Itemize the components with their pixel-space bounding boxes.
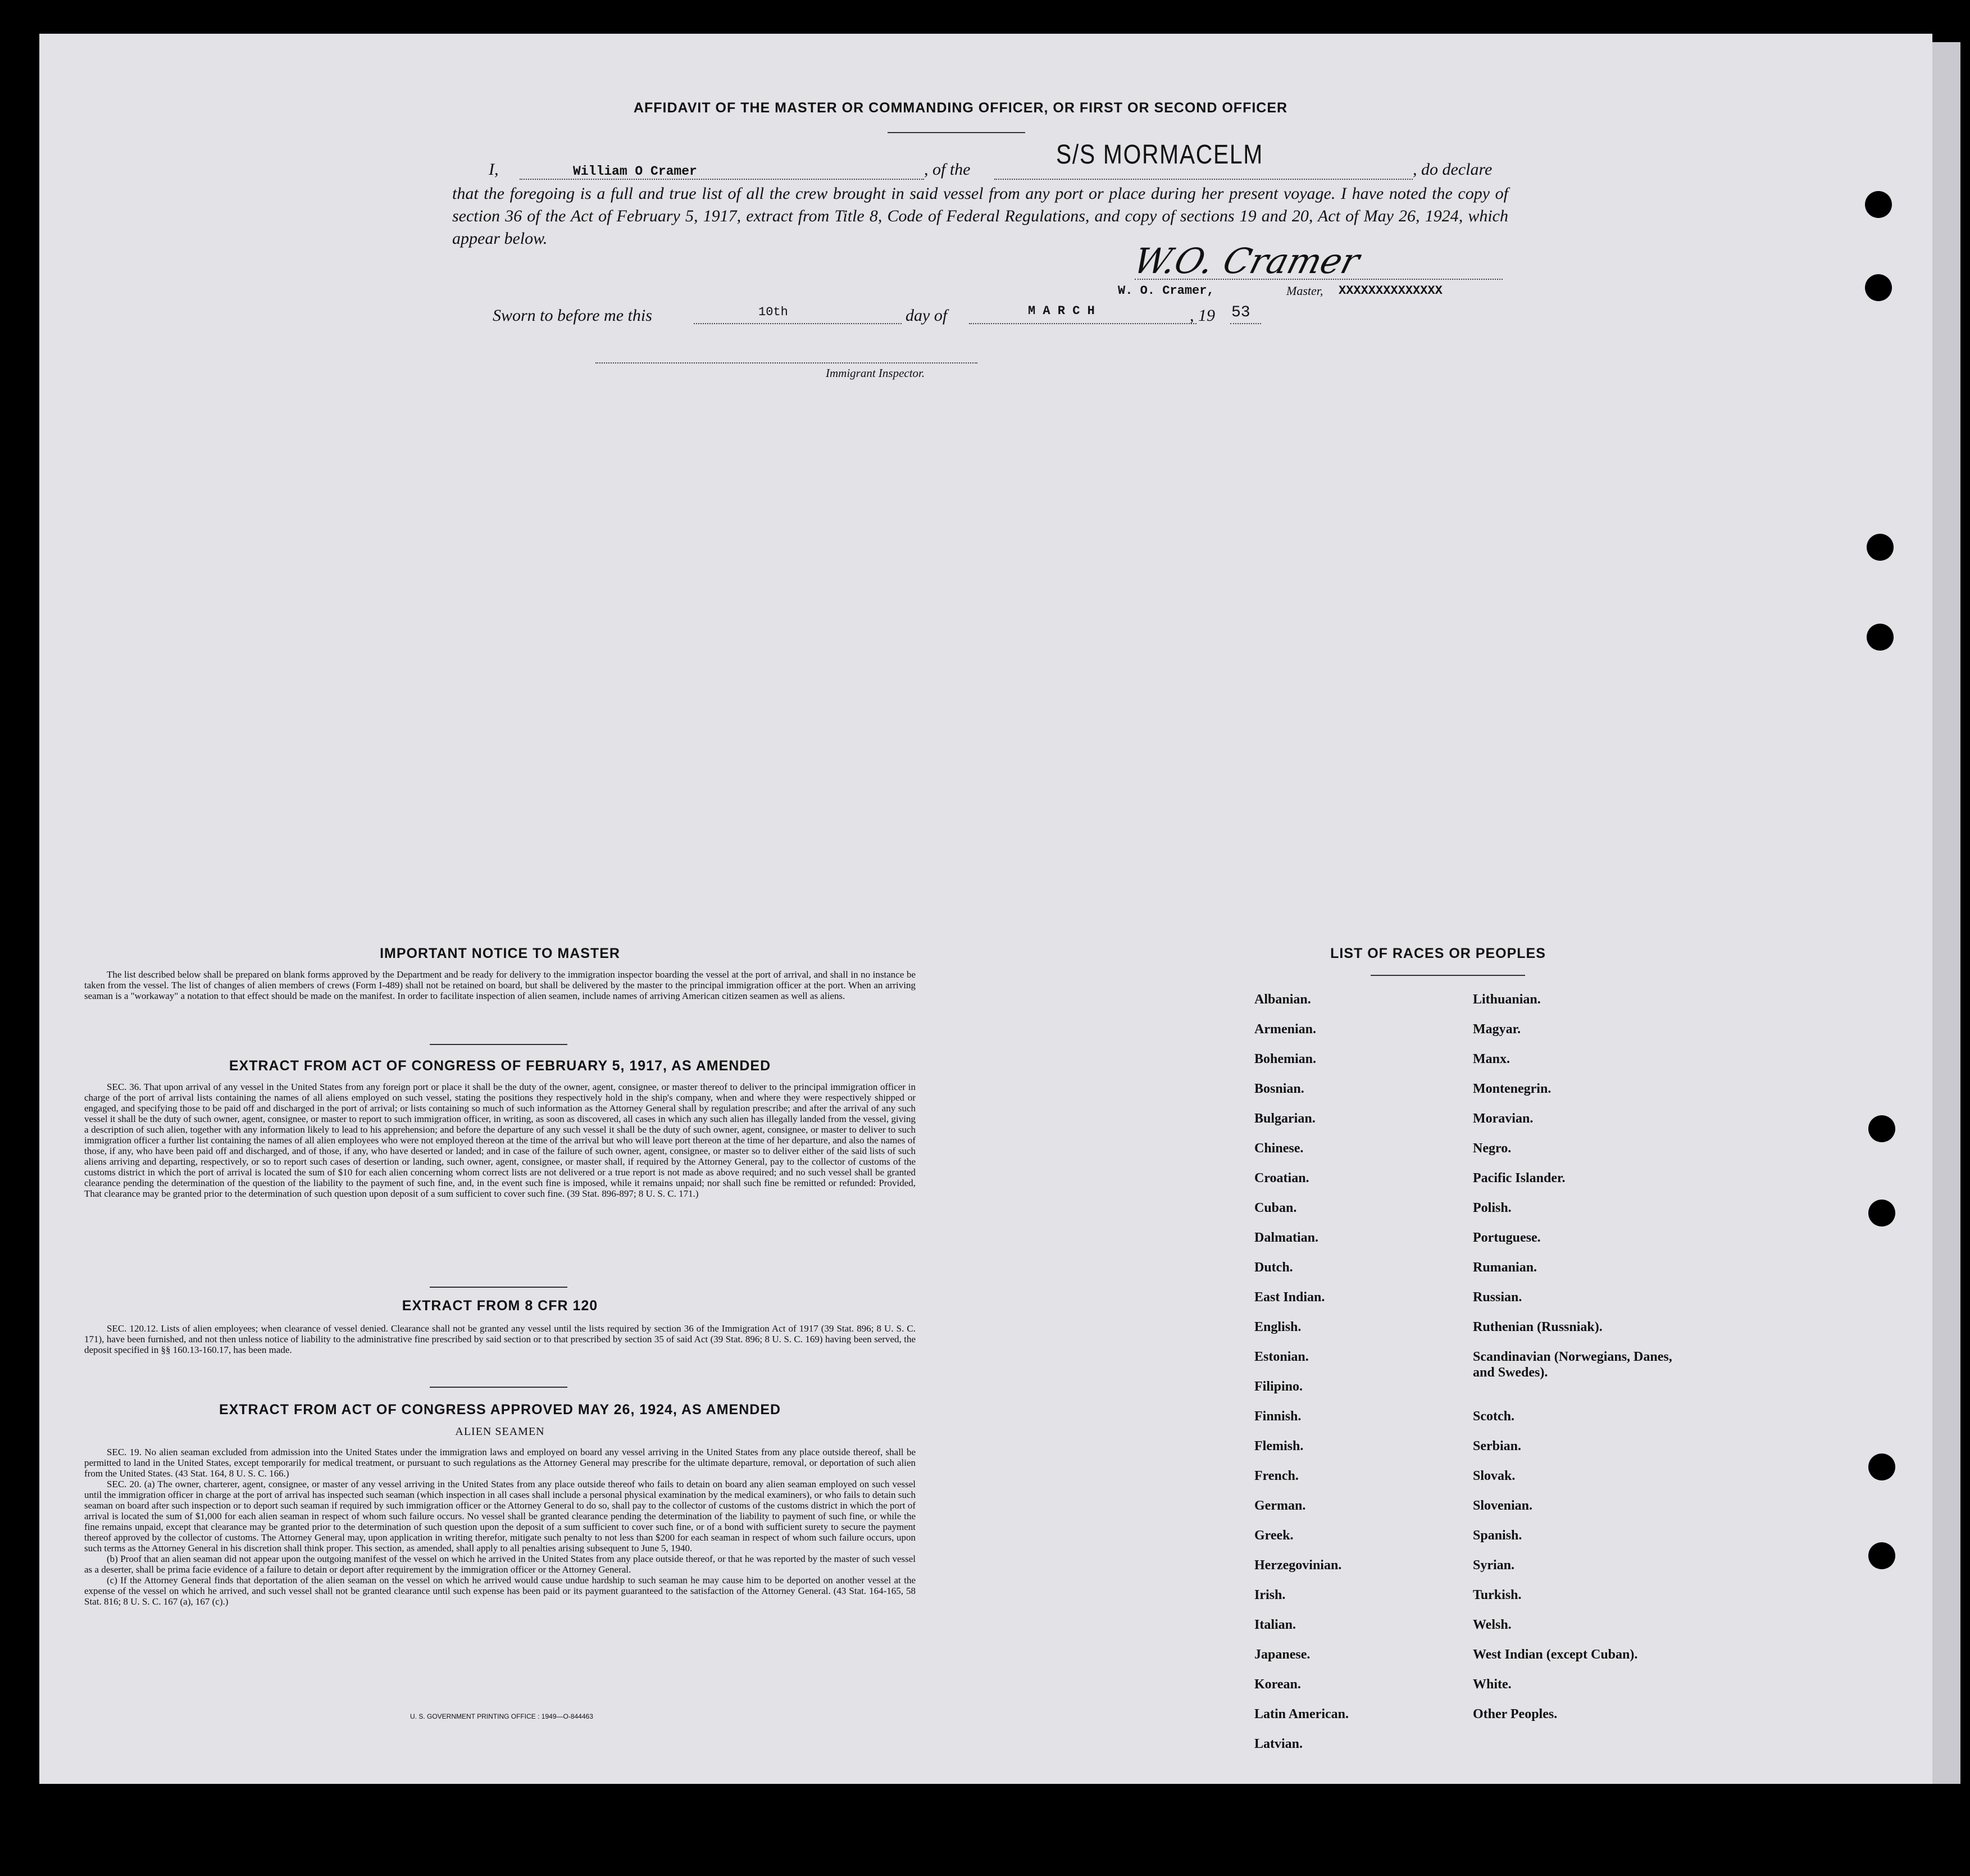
binder-hole — [1868, 1453, 1895, 1480]
notice-paragraph: The list described below shall be prepared on blank forms approved by the Department and be ready for delivery to the immigration inspector boarding the vessel at the port of arrival, and shall in no instance be taken from the vessel. The list of changes of alien members of crews (Form I-489) shall not be retained on board, but shall be delivered by the master to the principal immigration officer at the port. When an arriving seaman is a "workaway" a notation to that effect should be made on the manifest. In order to facilitate inspection of alien seamen, include names of arriving American citizen seamen as well as aliens. — [84, 969, 916, 1001]
section-rule — [430, 1044, 567, 1045]
binder-hole — [1868, 1542, 1895, 1569]
extract-cfr-paragraph: SEC. 120.12. Lists of alien employees; when clearance of vessel denied. Clearance shall not be granted any vessel until the lists required by section 36 of the Immigration Act of 1917 (39 Stat. 896; 8 U. S. C. 171), have been furnished, and not then unless notice of liability to the administrative fine prescribed by said section or to that prescribed by section 35 of said Act (39 Stat. 896; 8 U. S. C. 169) having been served, the deposit specified in §§ 160.13-160.17, has been made. — [84, 1323, 916, 1355]
binder-hole — [1868, 1115, 1895, 1142]
binder-hole — [1865, 274, 1892, 301]
extract-1917-paragraph: SEC. 36. That upon arrival of any vessel in the United States from any foreign port or place it shall be the duty of the owner, agent, consignee, or master thereof to deliver to the principal immigration officer in charge of the port of arrival lists containing the names of all aliens employed on such vessel, stating the positions they respectively hold in the ship's company, when and where they were respectively shipped or engaged, and specifying those to be paid off and discharged in the port of arrival; or lists containing so much of such information as the Attorney General shall by regulation prescribe; and after the arrival of any such vessel it shall be the duty of such owner, agent, consignee, or master to report to such immigration officer, in writing, as soon as discovered, all cases in which any such alien has illegally landed from the vessel, giving a description of such alien, together with any information likely to lead to his apprehension; and before the departure of any such vessel it shall be the duty of such owner, agent, consignee, or master to deliver to such immigration officer a further list containing the names of all alien employees who were not employed thereon at the time of the arrival but who will leave port thereon at the time of her departure, and also the names of those, if any, who have been paid off and discharged, and of those, if any, who have deserted or landed; and in case of the failure of such owner, agent, consignee, or master so to deliver either of the said lists of such aliens arriving and departing, respectively, or so to report such cases of desertion or landing, such owner, agent, consignee, or master shall, if required by the Attorney General, pay to the collector of customs of the customs district in which the port of arrival is located the sum of $10 for each alien concerning whom correct lists are not delivered or a true report is not made as above required; and no such vessel shall be granted clearance pending the determination of the question of the liability to the payment of such fine, and, in the event such fine is imposed, while it remains unpaid; nor shall such fine be remitted or refunded: Provided, That clearance may be granted prior to the determination of such question upon deposit of a sum sufficient to cover such fine. (39 Stat. 896-897; 8 U. S. C. 171.) — [84, 1082, 916, 1199]
sworn-day: 10th — [758, 305, 788, 319]
race-item: Armenian. — [1254, 1022, 1316, 1037]
section-rule — [430, 1287, 567, 1288]
race-item: French. — [1254, 1469, 1299, 1483]
month-fill-line — [969, 323, 1196, 324]
race-item: Finnish. — [1254, 1409, 1302, 1424]
race-item: English. — [1254, 1320, 1302, 1334]
race-item: Japanese. — [1254, 1647, 1311, 1662]
affidavit-pronoun: I, — [489, 160, 499, 179]
binder-hole — [1867, 624, 1894, 651]
race-item: Cuban. — [1254, 1201, 1297, 1215]
signature-line — [1135, 279, 1503, 280]
race-item: Pacific Islander. — [1473, 1171, 1566, 1185]
race-item: West Indian (except Cuban). — [1473, 1647, 1638, 1662]
races-title-rule — [1371, 975, 1525, 976]
signer-role: Master, — [1286, 284, 1323, 298]
race-item: Korean. — [1254, 1677, 1301, 1692]
race-item: Slovak. — [1473, 1469, 1516, 1483]
year-fill-line — [1230, 323, 1261, 324]
race-item: Dalmatian. — [1254, 1230, 1318, 1245]
section-rule — [430, 1387, 567, 1388]
printing-office-note: U. S. GOVERNMENT PRINTING OFFICE : 1949—O-844463 — [410, 1713, 593, 1720]
race-item: Bohemian. — [1254, 1052, 1317, 1066]
declarant-name: William O Cramer — [573, 164, 697, 179]
race-item: Dutch. — [1254, 1260, 1293, 1275]
race-item: Welsh. — [1473, 1618, 1512, 1632]
vessel-fill-line — [994, 179, 1413, 180]
race-item: Latin American. — [1254, 1707, 1349, 1721]
race-item: Turkish. — [1473, 1588, 1522, 1602]
notice-title: IMPORTANT NOTICE TO MASTER — [380, 946, 620, 961]
race-item: Chinese. — [1254, 1141, 1304, 1156]
signature: W.O. Cramer — [1129, 240, 1364, 281]
affidavit-body: that the foregoing is a full and true list of all the crew brought in said vessel from any port or place during her present voyage. I have noted the copy of section 36 of the Act of February 5, 1917, extract from Title 8, Code of Federal Regulations, and copy of sections 19 and 20, Act of May 26, 1924, which appear below. — [452, 184, 1508, 248]
race-item: Magyar. — [1473, 1022, 1521, 1037]
title-rule — [888, 132, 1025, 133]
sworn-year: 53 — [1231, 304, 1250, 321]
extract-1917-title: EXTRACT FROM ACT OF CONGRESS OF FEBRUARY 5, 1917, AS AMENDED — [229, 1058, 771, 1074]
race-item: Italian. — [1254, 1618, 1296, 1632]
extract-1924-sec20a: SEC. 20. (a) The owner, charterer, agent, consignee, or master of any vessel arriving in the United States from any place outside thereof who fails to detain on board any alien seaman employed on such vessel until the immigration officer in charge at the port of arrival has inspected such seaman (which inspection in all cases shall include a personal physical examination by the medical examiners), or who fails to detain such seaman on board after such inspection or to deport such seaman if required by such immigration officer or the Attorney General to do so, shall pay to the collector of customs of the customs district in which the port of arrival is located the sum of $1,000 for each alien seaman in respect of whom such failure occurs. No vessel shall be granted clearance pending the determination of the liability to payment of such fine, or while the fine remains unpaid, except that clearance may be granted prior to the determination of such question upon the deposit of a sum sufficient to cover such fine, or of a bond with sufficient surety to secure the payment thereof approved by the collector of customs. The Attorney General may, upon application in writing therefor, mitigate such penalty to not less than $200 for each seaman in respect of whom such failure occurs, upon such terms as the Attorney General in his discretion shall think proper. This section, as amended, shall apply to all penalties arising subsequent to June 5, 1940. — [84, 1479, 916, 1554]
race-item: Ruthenian (Russniak). — [1473, 1320, 1603, 1334]
extract-1924-subtitle: ALIEN SEAMEN — [455, 1425, 545, 1438]
race-item: Portuguese. — [1473, 1230, 1541, 1245]
extract-cfr-title: EXTRACT FROM 8 CFR 120 — [402, 1298, 598, 1314]
extract-1924-title: EXTRACT FROM ACT OF CONGRESS APPROVED MAY 26, 1924, AS AMENDED — [219, 1402, 781, 1418]
race-item: Negro. — [1473, 1141, 1512, 1156]
do-declare-text: , do declare — [1413, 160, 1493, 179]
race-item: Moravian. — [1473, 1111, 1534, 1126]
race-item: Spanish. — [1473, 1528, 1522, 1543]
inspector-line — [595, 362, 977, 364]
race-item: Estonian. — [1254, 1350, 1309, 1364]
sworn-month: M A R C H — [1028, 304, 1095, 318]
name-fill-line — [520, 179, 924, 180]
race-item: Slovenian. — [1473, 1498, 1533, 1513]
binder-hole — [1867, 534, 1894, 561]
race-item: Irish. — [1254, 1588, 1286, 1602]
of-the-text: , of the — [924, 160, 971, 179]
race-item: Scotch. — [1473, 1409, 1514, 1424]
race-item: Montenegrin. — [1473, 1082, 1552, 1096]
extract-1924-sec20b: (b) Proof that an alien seaman did not appear upon the outgoing manifest of the vessel on which he arrived in the United States from any place outside thereof, or that he was reported by the master of such vessel as a deserter, shall be prima facie evidence of a failure to detain or deport after requirement by the immigration officer or the Attorney General. — [84, 1554, 916, 1575]
race-item: Bosnian. — [1254, 1082, 1304, 1096]
extract-1924-sec20c: (c) If the Attorney General finds that deportation of the alien seaman on the vessel on which he arrived would cause undue hardship to such seaman he may cause him to be deported on another vessel at the expense of the vessel on which he arrived, and such vessel shall not be granted clearance until such expense has been paid or its payment guaranteed to the satisfaction of the Attorney General. (43 Stat. 164-165, 58 Stat. 816; 8 U. S. C. 167 (a), 167 (c).) — [84, 1575, 916, 1607]
day-fill-line — [694, 323, 902, 324]
day-of-text: day of — [906, 306, 948, 325]
race-item: Scandinavian (Norwegians, Danes, and Swedes). — [1473, 1350, 1672, 1380]
race-item: Other Peoples. — [1473, 1707, 1558, 1721]
race-item: Flemish. — [1254, 1439, 1304, 1453]
races-column-1 — [1254, 992, 1445, 1766]
extract-cfr-text — [84, 1323, 916, 1355]
race-item: White. — [1473, 1677, 1512, 1692]
year-prefix: , 19 — [1190, 306, 1215, 325]
race-item: Greek. — [1254, 1528, 1294, 1543]
sworn-prefix: Sworn to before me this — [493, 306, 652, 325]
binder-hole — [1868, 1200, 1895, 1227]
page-edge — [1932, 42, 1960, 1784]
race-item: Rumanian. — [1473, 1260, 1537, 1275]
race-item: German. — [1254, 1498, 1306, 1513]
races-title: LIST OF RACES OR PEOPLES — [1330, 946, 1546, 961]
race-item: Manx. — [1473, 1052, 1510, 1066]
race-item: Lithuanian. — [1473, 992, 1541, 1007]
extract-1924-sec19: SEC. 19. No alien seaman excluded from admission into the United States under the immigration laws and employed on board any vessel arriving in the United States from any place outside thereof, shall be permitted to land in the United States, except temporarily for medical treatment, or pursuant to such regulations as the Attorney General may prescribe for the ultimate departure, removal, or deportation of such alien from the United States. (43 Stat. 164, 8 U. S. C. 166.) — [84, 1447, 916, 1479]
notice-text — [84, 969, 916, 1001]
binder-hole — [1865, 191, 1892, 218]
vessel-name: S/S MORMACELM — [1056, 140, 1263, 170]
race-item: East Indian. — [1254, 1290, 1325, 1305]
race-item: Croatian. — [1254, 1171, 1309, 1185]
inspector-label: Immigrant Inspector. — [826, 366, 925, 380]
races-column-2 — [1473, 992, 1709, 1736]
extract-1924-text — [84, 1447, 916, 1607]
signer-role-struck: XXXXXXXXXXXXXX — [1339, 284, 1443, 298]
race-item: Albanian. — [1254, 992, 1311, 1007]
signer-typed-name: W. O. Cramer, — [1118, 284, 1214, 298]
race-item: Serbian. — [1473, 1439, 1522, 1453]
race-item: Bulgarian. — [1254, 1111, 1316, 1126]
affidavit-title: AFFIDAVIT OF THE MASTER OR COMMANDING OFFICER, OR FIRST OR SECOND OFFICER — [633, 100, 1288, 116]
race-item: Latvian. — [1254, 1737, 1303, 1751]
race-item: Syrian. — [1473, 1558, 1515, 1573]
race-item: Polish. — [1473, 1201, 1512, 1215]
race-item: Russian. — [1473, 1290, 1522, 1305]
race-item: Herzegovinian. — [1254, 1558, 1342, 1573]
race-item: Filipino. — [1254, 1379, 1303, 1394]
extract-1917-text — [84, 1082, 916, 1199]
